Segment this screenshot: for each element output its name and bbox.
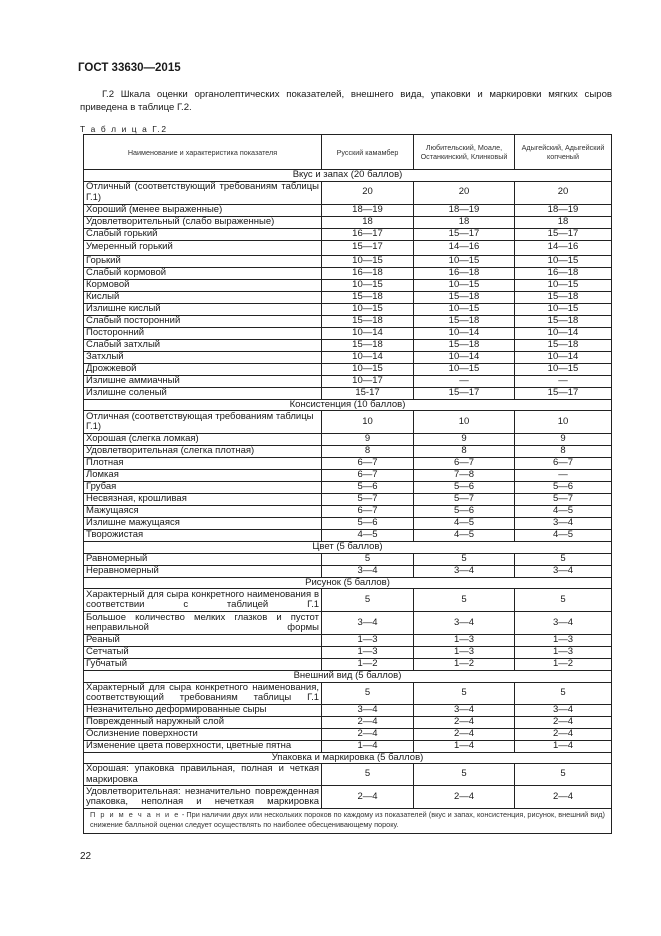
- value-cell-russkiy-kamamber: 6—7: [322, 470, 414, 482]
- table-caption: Т а б л и ц а Г.2: [80, 124, 168, 134]
- table-row: [84, 589, 612, 612]
- table-row: [84, 181, 612, 204]
- table-row: [84, 518, 612, 530]
- value-cell-russkiy-kamamber: 8: [322, 446, 414, 458]
- indicator-cell: Хорошая: упаковка правильная, полная и четкая маркировка: [84, 764, 322, 786]
- value-cell-lyubitelskiy: 1—4: [414, 740, 515, 752]
- value-cell-russkiy-kamamber: 15—18: [322, 315, 414, 327]
- indicator-cell: Слабый затхлый: [84, 339, 322, 351]
- value-cell-lyubitelskiy: 15—17: [414, 228, 515, 240]
- table-row: [84, 387, 612, 399]
- value-cell-russkiy-kamamber: 2—4: [322, 786, 414, 809]
- value-cell-russkiy-kamamber: 9: [322, 434, 414, 446]
- table-row: [84, 728, 612, 740]
- value-cell-russkiy-kamamber: 10—15: [322, 363, 414, 375]
- section-header-row: [84, 577, 612, 589]
- intro-paragraph: Г.2 Шкала оценки органолептических показателей, внешнего вида, упаковки и маркировки мягких сыров приведена в таблице Г.2.: [80, 89, 612, 113]
- value-cell-russkiy-kamamber: 20: [322, 181, 414, 204]
- value-cell-adygeyskiy: 15—18: [515, 339, 612, 351]
- value-cell-lyubitelskiy: 8: [414, 446, 515, 458]
- indicator-cell: Слабый кормовой: [84, 267, 322, 279]
- value-cell-russkiy-kamamber: 1—3: [322, 647, 414, 659]
- table-row: [84, 553, 612, 565]
- indicator-cell: Излишне мажущаяся: [84, 518, 322, 530]
- value-cell-lyubitelskiy: 4—5: [414, 530, 515, 542]
- value-cell-lyubitelskiy: 6—7: [414, 458, 515, 470]
- table-row: [84, 482, 612, 494]
- value-cell-russkiy-kamamber: 15—17: [322, 240, 414, 255]
- indicator-cell: Умеренный горький: [84, 240, 322, 255]
- table-header: [84, 135, 612, 170]
- value-cell-russkiy-kamamber: 6—7: [322, 506, 414, 518]
- value-cell-adygeyskiy: 2—4: [515, 716, 612, 728]
- value-cell-russkiy-kamamber: 15—18: [322, 339, 414, 351]
- indicator-cell: Удовлетворительная: незначительно поврежденная упаковка, неполная и нечеткая маркировка: [84, 786, 322, 809]
- value-cell-russkiy-kamamber: 1—2: [322, 659, 414, 671]
- value-cell-lyubitelskiy: 5: [414, 553, 515, 565]
- table-row: [84, 565, 612, 577]
- value-cell-lyubitelskiy: 10—15: [414, 363, 515, 375]
- table-row: [84, 339, 612, 351]
- indicator-cell: Поврежденный наружный слой: [84, 716, 322, 728]
- value-cell-russkiy-kamamber: 3—4: [322, 612, 414, 635]
- value-cell-russkiy-kamamber: 10—15: [322, 279, 414, 291]
- value-cell-lyubitelskiy: 3—4: [414, 565, 515, 577]
- value-cell-adygeyskiy: 20: [515, 181, 612, 204]
- table-row: [84, 470, 612, 482]
- value-cell-adygeyskiy: 15—17: [515, 228, 612, 240]
- indicator-cell: Дрожжевой: [84, 363, 322, 375]
- value-cell-adygeyskiy: 3—4: [515, 565, 612, 577]
- value-cell-lyubitelskiy: 1—3: [414, 635, 515, 647]
- indicator-cell: Слабый горький: [84, 228, 322, 240]
- value-cell-russkiy-kamamber: 10—15: [322, 255, 414, 267]
- value-cell-lyubitelskiy: 15—18: [414, 291, 515, 303]
- value-cell-adygeyskiy: 18: [515, 216, 612, 228]
- value-cell-lyubitelskiy: —: [414, 375, 515, 387]
- section-title: Консистенция (10 баллов): [84, 399, 612, 411]
- value-cell-russkiy-kamamber: 10: [322, 411, 414, 434]
- value-cell-russkiy-kamamber: 6—7: [322, 458, 414, 470]
- indicator-cell: Ломкая: [84, 470, 322, 482]
- table-row: [84, 255, 612, 267]
- indicator-cell: Слабый посторонний: [84, 315, 322, 327]
- value-cell-lyubitelskiy: 10—15: [414, 303, 515, 315]
- value-cell-adygeyskiy: 1—3: [515, 647, 612, 659]
- table-row: [84, 240, 612, 255]
- value-cell-russkiy-kamamber: 15—18: [322, 291, 414, 303]
- indicator-cell: Несвязная, крошливая: [84, 494, 322, 506]
- note-text: - При наличии двух или нескольких пороков по каждому из показателей (вкус и запах, консистенция, рисунок, внешний вид) снижение балльной оценки следует осуществлять по наиболее обесценивающему пороку.: [90, 810, 605, 829]
- indicator-cell: Хороший (менее выраженные): [84, 204, 322, 216]
- indicator-cell: Грубая: [84, 482, 322, 494]
- table-note: [84, 809, 612, 834]
- value-cell-adygeyskiy: 15—18: [515, 291, 612, 303]
- section-header-row: [84, 399, 612, 411]
- value-cell-adygeyskiy: 1—3: [515, 635, 612, 647]
- value-cell-adygeyskiy: 5—7: [515, 494, 612, 506]
- value-cell-russkiy-kamamber: 5: [322, 764, 414, 786]
- value-cell-russkiy-kamamber: 3—4: [322, 565, 414, 577]
- value-cell-russkiy-kamamber: 10—14: [322, 327, 414, 339]
- indicator-cell: Реаный: [84, 635, 322, 647]
- value-cell-lyubitelskiy: 16—18: [414, 267, 515, 279]
- indicator-cell: Изменение цвета поверхности, цветные пятна: [84, 740, 322, 752]
- indicator-cell: Удовлетворительная (слегка плотная): [84, 446, 322, 458]
- value-cell-lyubitelskiy: 5: [414, 764, 515, 786]
- table-row: [84, 764, 612, 786]
- indicator-cell: Кормовой: [84, 279, 322, 291]
- value-cell-adygeyskiy: 10—15: [515, 255, 612, 267]
- value-cell-adygeyskiy: 5: [515, 553, 612, 565]
- table-row: [84, 375, 612, 387]
- section-title: Внешний вид (5 баллов): [84, 671, 612, 683]
- table-row: [84, 327, 612, 339]
- value-cell-russkiy-kamamber: 5—6: [322, 482, 414, 494]
- table-row: [84, 716, 612, 728]
- value-cell-russkiy-kamamber: 3—4: [322, 704, 414, 716]
- indicator-cell: Характерный для сыра конкретного наименования в соответствии с таблицей Г.1: [84, 589, 322, 612]
- table-row: [84, 786, 612, 809]
- value-cell-lyubitelskiy: 5: [414, 589, 515, 612]
- value-cell-lyubitelskiy: 1—2: [414, 659, 515, 671]
- value-cell-adygeyskiy: 16—18: [515, 267, 612, 279]
- value-cell-adygeyskiy: 15—18: [515, 315, 612, 327]
- value-cell-adygeyskiy: 4—5: [515, 530, 612, 542]
- indicator-cell: Большое количество мелких глазков и пустот неправильной формы: [84, 612, 322, 635]
- value-cell-adygeyskiy: 15—17: [515, 387, 612, 399]
- indicator-cell: Затхлый: [84, 351, 322, 363]
- value-cell-russkiy-kamamber: 1—3: [322, 635, 414, 647]
- value-cell-adygeyskiy: 2—4: [515, 786, 612, 809]
- section-header-row: [84, 542, 612, 554]
- value-cell-adygeyskiy: 14—16: [515, 240, 612, 255]
- indicator-cell: Хорошая (слегка ломкая): [84, 434, 322, 446]
- value-cell-russkiy-kamamber: 16—18: [322, 267, 414, 279]
- value-cell-lyubitelskiy: 10—14: [414, 327, 515, 339]
- page-number: 22: [80, 851, 92, 862]
- section-title: Вкус и запах (20 баллов): [84, 170, 612, 182]
- indicator-cell: Удовлетворительный (слабо выраженные): [84, 216, 322, 228]
- indicator-cell: Излишне соленый: [84, 387, 322, 399]
- table-row: [84, 228, 612, 240]
- value-cell-lyubitelskiy: 5—6: [414, 506, 515, 518]
- table-row: [84, 351, 612, 363]
- note-label: П р и м е ч а н и е: [90, 810, 180, 819]
- value-cell-adygeyskiy: 1—2: [515, 659, 612, 671]
- table-row: [84, 204, 612, 216]
- value-cell-lyubitelskiy: 7—8: [414, 470, 515, 482]
- indicator-cell: Излишне кислый: [84, 303, 322, 315]
- value-cell-russkiy-kamamber: 5: [322, 589, 414, 612]
- value-cell-adygeyskiy: 5: [515, 589, 612, 612]
- indicator-cell: Губчатый: [84, 659, 322, 671]
- value-cell-lyubitelskiy: 2—4: [414, 716, 515, 728]
- header-cell-indicator: Наименование и характеристика показателя: [84, 135, 322, 170]
- value-cell-adygeyskiy: 9: [515, 434, 612, 446]
- value-cell-lyubitelskiy: 18—19: [414, 204, 515, 216]
- value-cell-lyubitelskiy: 15—17: [414, 387, 515, 399]
- indicator-cell: Творожистая: [84, 530, 322, 542]
- value-cell-russkiy-kamamber: 5—7: [322, 494, 414, 506]
- table-row: [84, 434, 612, 446]
- value-cell-russkiy-kamamber: 10—17: [322, 375, 414, 387]
- section-header-row: [84, 170, 612, 182]
- value-cell-adygeyskiy: 10—14: [515, 327, 612, 339]
- value-cell-adygeyskiy: 2—4: [515, 728, 612, 740]
- value-cell-lyubitelskiy: 10—15: [414, 255, 515, 267]
- indicator-cell: Ослизнение поверхности: [84, 728, 322, 740]
- value-cell-adygeyskiy: 6—7: [515, 458, 612, 470]
- value-cell-adygeyskiy: 10—15: [515, 363, 612, 375]
- indicator-cell: Горький: [84, 255, 322, 267]
- value-cell-lyubitelskiy: 5—7: [414, 494, 515, 506]
- header-cell-adygeyskiy: Адыгейский, Адыгейский копченый: [515, 135, 612, 170]
- section-header-row: [84, 671, 612, 683]
- value-cell-adygeyskiy: 5: [515, 682, 612, 704]
- value-cell-adygeyskiy: 3—4: [515, 704, 612, 716]
- value-cell-lyubitelskiy: 2—4: [414, 786, 515, 809]
- indicator-cell: Неравномерный: [84, 565, 322, 577]
- value-cell-lyubitelskiy: 2—4: [414, 728, 515, 740]
- value-cell-lyubitelskiy: 5: [414, 682, 515, 704]
- value-cell-lyubitelskiy: 14—16: [414, 240, 515, 255]
- value-cell-lyubitelskiy: 10: [414, 411, 515, 434]
- table-row: [84, 363, 612, 375]
- table-row: [84, 446, 612, 458]
- value-cell-adygeyskiy: 5: [515, 764, 612, 786]
- value-cell-russkiy-kamamber: 5: [322, 553, 414, 565]
- table-row: [84, 267, 612, 279]
- indicator-cell: Плотная: [84, 458, 322, 470]
- table-row: [84, 740, 612, 752]
- indicator-cell: Характерный для сыра конкретного наименования, соответствующий требованиям таблицы Г.1: [84, 682, 322, 704]
- value-cell-russkiy-kamamber: 18—19: [322, 204, 414, 216]
- value-cell-adygeyskiy: 1—4: [515, 740, 612, 752]
- header-cell-russkiy-kamamber: Русский камамбер: [322, 135, 414, 170]
- indicator-cell: Отличная (соответствующая требованиям таблицы Г.1): [84, 411, 322, 434]
- header-cell-lyubitelskiy: Любительский, Моале, Останкинский, Клинковый: [414, 135, 515, 170]
- value-cell-lyubitelskiy: 20: [414, 181, 515, 204]
- document-title: ГОСТ 33630—2015: [78, 62, 181, 74]
- value-cell-adygeyskiy: 10: [515, 411, 612, 434]
- value-cell-lyubitelskiy: 3—4: [414, 612, 515, 635]
- indicator-cell: Равномерный: [84, 553, 322, 565]
- section-header-row: [84, 752, 612, 764]
- table-row: [84, 682, 612, 704]
- table-body: [84, 170, 612, 809]
- value-cell-adygeyskiy: 3—4: [515, 612, 612, 635]
- indicator-cell: Посторонний: [84, 327, 322, 339]
- table-row: [84, 411, 612, 434]
- value-cell-lyubitelskiy: 18: [414, 216, 515, 228]
- value-cell-lyubitelskiy: 1—3: [414, 647, 515, 659]
- value-cell-lyubitelskiy: 3—4: [414, 704, 515, 716]
- value-cell-adygeyskiy: 3—4: [515, 518, 612, 530]
- value-cell-adygeyskiy: 18—19: [515, 204, 612, 216]
- value-cell-russkiy-kamamber: 16—17: [322, 228, 414, 240]
- table-row: [84, 647, 612, 659]
- indicator-cell: Незначительно деформированные сыры: [84, 704, 322, 716]
- value-cell-russkiy-kamamber: 4—5: [322, 530, 414, 542]
- table-note-row: [84, 809, 612, 834]
- table-row: [84, 303, 612, 315]
- scoring-table: [83, 134, 612, 834]
- value-cell-lyubitelskiy: 4—5: [414, 518, 515, 530]
- table-row: [84, 216, 612, 228]
- table-row: [84, 659, 612, 671]
- value-cell-russkiy-kamamber: 10—14: [322, 351, 414, 363]
- indicator-cell: Кислый: [84, 291, 322, 303]
- indicator-cell: Сетчатый: [84, 647, 322, 659]
- value-cell-russkiy-kamamber: 10—15: [322, 303, 414, 315]
- value-cell-russkiy-kamamber: 15-17: [322, 387, 414, 399]
- value-cell-russkiy-kamamber: 1—4: [322, 740, 414, 752]
- table-row: [84, 635, 612, 647]
- table-row: [84, 704, 612, 716]
- value-cell-lyubitelskiy: 9: [414, 434, 515, 446]
- value-cell-adygeyskiy: 8: [515, 446, 612, 458]
- value-cell-russkiy-kamamber: 2—4: [322, 716, 414, 728]
- table-row: [84, 458, 612, 470]
- value-cell-russkiy-kamamber: 18: [322, 216, 414, 228]
- table-row: [84, 279, 612, 291]
- table-row: [84, 494, 612, 506]
- value-cell-lyubitelskiy: 15—18: [414, 315, 515, 327]
- value-cell-lyubitelskiy: 5—6: [414, 482, 515, 494]
- value-cell-russkiy-kamamber: 2—4: [322, 728, 414, 740]
- section-title: Цвет (5 баллов): [84, 542, 612, 554]
- value-cell-lyubitelskiy: 15—18: [414, 339, 515, 351]
- value-cell-russkiy-kamamber: 5—6: [322, 518, 414, 530]
- value-cell-adygeyskiy: 10—15: [515, 303, 612, 315]
- value-cell-russkiy-kamamber: 5: [322, 682, 414, 704]
- indicator-cell: Излишне аммиачный: [84, 375, 322, 387]
- indicator-cell: Отличный (соответствующий требованиям таблицы Г.1): [84, 181, 322, 204]
- value-cell-adygeyskiy: 10—14: [515, 351, 612, 363]
- value-cell-adygeyskiy: —: [515, 470, 612, 482]
- section-title: Рисунок (5 баллов): [84, 577, 612, 589]
- indicator-cell: Мажущаяся: [84, 506, 322, 518]
- section-title: Упаковка и маркировка (5 баллов): [84, 752, 612, 764]
- table-row: [84, 315, 612, 327]
- table-row: [84, 291, 612, 303]
- value-cell-adygeyskiy: 5—6: [515, 482, 612, 494]
- value-cell-lyubitelskiy: 10—14: [414, 351, 515, 363]
- value-cell-adygeyskiy: —: [515, 375, 612, 387]
- value-cell-lyubitelskiy: 10—15: [414, 279, 515, 291]
- table-row: [84, 506, 612, 518]
- table-row: [84, 530, 612, 542]
- table-row: [84, 612, 612, 635]
- value-cell-adygeyskiy: 10—15: [515, 279, 612, 291]
- value-cell-adygeyskiy: 4—5: [515, 506, 612, 518]
